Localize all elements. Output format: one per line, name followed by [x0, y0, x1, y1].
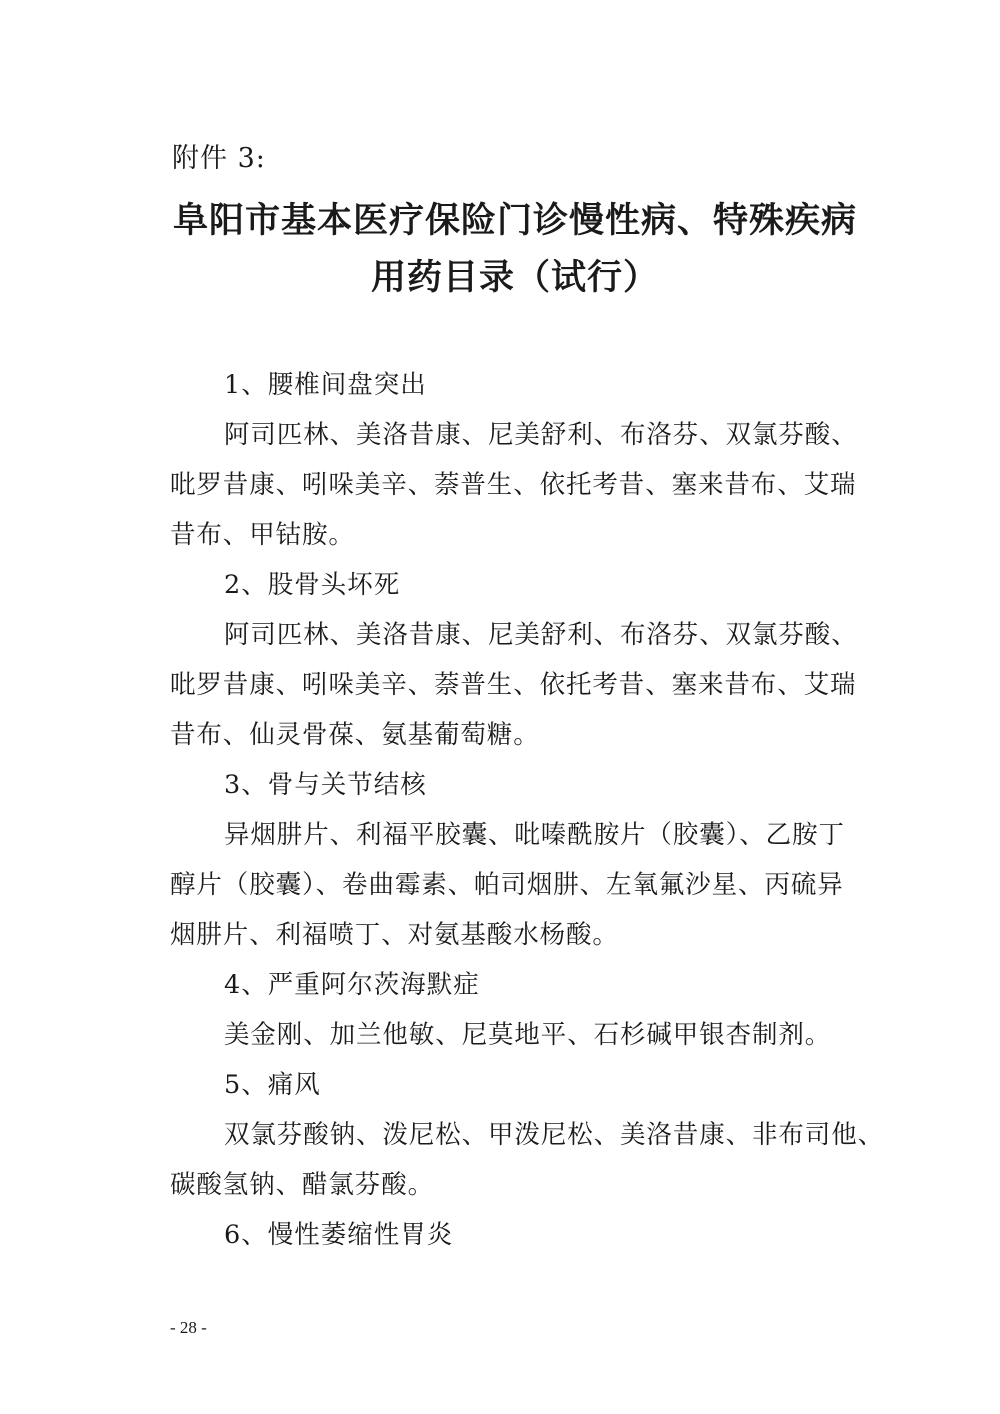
section-heading: 5、痛风 — [224, 1070, 321, 1100]
paragraph-line: 昔布、仙灵骨葆、氨基葡萄糖。 — [170, 720, 540, 750]
paragraph-line: 美金刚、加兰他敏、尼莫地平、石杉碱甲银杏制剂。 — [224, 1020, 832, 1050]
paragraph-line: 醇片（胶囊）、卷曲霉素、帕司烟肼、左氧氟沙星、丙硫异 — [170, 870, 844, 900]
section-heading: 2、股骨头坏死 — [224, 570, 401, 600]
document-body — [170, 360, 885, 1260]
section-paragraph — [170, 410, 865, 560]
paragraph-line: 吡罗昔康、吲哚美辛、萘普生、依托考昔、塞来昔布、艾瑞 — [170, 670, 857, 700]
paragraph-line: 阿司匹林、美洛昔康、尼美舒利、布洛芬、双氯芬酸、 — [224, 420, 858, 450]
page-number: - 28 - — [170, 1318, 207, 1337]
section-heading: 4、严重阿尔茨海默症 — [224, 970, 480, 1000]
paragraph-line: 昔布、甲钴胺。 — [170, 520, 355, 550]
paragraph-line: 烟肼片、利福喷丁、对氨基酸水杨酸。 — [170, 920, 619, 950]
section-heading: 1、腰椎间盘突出 — [224, 370, 427, 400]
section-heading: 3、骨与关节结核 — [224, 770, 427, 800]
section-paragraph — [170, 810, 865, 960]
document-title-line-2: 用药目录（试行） — [370, 258, 659, 298]
attachment-label: 附件 3: — [172, 143, 266, 174]
section-paragraph — [170, 610, 865, 760]
paragraph-line: 双氯芬酸钠、泼尼松、甲泼尼松、美洛昔康、非布司他、 — [224, 1120, 885, 1150]
paragraph-line: 异烟肼片、利福平胶囊、吡嗪酰胺片（胶囊）、乙胺丁 — [224, 820, 845, 850]
paragraph-line: 碳酸氢钠、醋氯芬酸。 — [170, 1170, 435, 1200]
section-paragraph — [170, 1010, 865, 1060]
document-title-line-1: 阜阳市基本医疗保险门诊慢性病、特殊疾病 — [172, 201, 857, 241]
paragraph-line: 阿司匹林、美洛昔康、尼美舒利、布洛芬、双氯芬酸、 — [224, 620, 858, 650]
section-heading: 6、慢性萎缩性胃炎 — [224, 1220, 454, 1250]
section-paragraph — [170, 1110, 885, 1210]
paragraph-line: 吡罗昔康、吲哚美辛、萘普生、依托考昔、塞来昔布、艾瑞 — [170, 470, 857, 500]
